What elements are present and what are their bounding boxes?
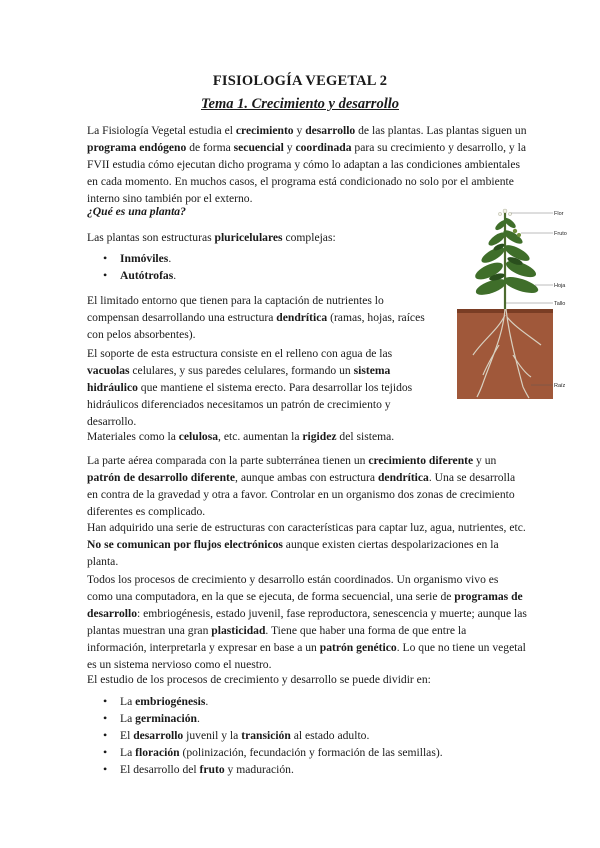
list-item: • Inmóviles. (87, 250, 176, 267)
limited-paragraph: El limitado entorno que tienen para la captación de nutrientes lo compensan desarrollando una estructura dendrítica (ramas, hojas, raíces con pelos absorbentes). (87, 294, 425, 341)
soil-block (457, 309, 553, 399)
intro-paragraph: La Fisiología Vegetal estudia el crecimiento y desarrollo de las plantas. Las plantas siguen un programa endógeno de forma secuencial y coordinada para su crecimiento y desarrollo, y la FVII estudia cómo ejecutan dicho programa y cómo lo adaptan a las condiciones ambientales en cada momento. En muchos casos, el programa está condicionado no solo por el ambiente interno sino también por el externo. (87, 124, 527, 205)
list-item: • La germinación. (87, 710, 443, 727)
label-fruto: Fruto (554, 231, 567, 237)
document-subtitle: Tema 1. Crecimiento y desarrollo (200, 96, 400, 112)
aerial-paragraph: La parte aérea comparada con la parte subterránea tienen un crecimiento diferente y un patrón de desarrollo diferente, aunque ambas con estructura dendrítica. Una se desarrolla en contra de la gravedad y otra a favor. Controlar en un organismo dos zonas de crecimiento diferentes es complicado. (87, 454, 516, 518)
support-paragraph: El soporte de esta estructura consiste en el relleno con agua de las vacuolas celulares, y sus paredes celulares, formando un sistema hidráulico que mantiene el sistema erecto. Para desarrollar los tejidos hidráulicos diferenciados necesitamos un patrón de crecimiento y desarrollo. (87, 347, 413, 428)
label-tallo: Tallo (554, 301, 566, 307)
label-flor: Flor (554, 211, 564, 217)
label-raiz: Raíz (554, 383, 566, 389)
list-item: • El desarrollo juvenil y la transición al estado adulto. (87, 727, 443, 744)
materials-paragraph: Materiales como la celulosa, etc. aumentan la rigidez del sistema. (87, 430, 395, 443)
list-item: • La embriogénesis. (87, 693, 443, 710)
stages-list (87, 693, 443, 778)
label-hoja: Hoja (554, 283, 566, 289)
plant-diagram (453, 205, 573, 405)
section-question: ¿Qué es una planta? (87, 205, 186, 218)
document-title: FISIOLOGÍA VEGETAL 2 (212, 73, 388, 89)
list-item: • El desarrollo del fruto y maduración. (87, 761, 443, 778)
study-paragraph: El estudio de los procesos de crecimiento y desarrollo se puede dividir en: (87, 673, 431, 686)
plants-are-paragraph: Las plantas son estructuras pluricelulares complejas: (87, 231, 336, 244)
list-item: • La floración (polinización, fecundación y formación de las semillas). (87, 744, 443, 761)
list-item: • Autótrofas. (87, 267, 176, 284)
coordinated-paragraph: Todos los procesos de crecimiento y desarrollo están coordinados. Un organismo vivo es como una computadora, en la que se ejecuta, de forma secuencial, una serie de programas de desarrollo: embriogénesis, estado juvenil, fase reproductora, senescencia y muerte; aunque las plantas muestran una gran plasticidad. Tiene que haber una forma de que entre la información, interpretarla y expresar en base a un patrón genético. Lo que no tiene un vegetal es un sistema nervioso como el nuestro. (87, 573, 527, 671)
traits-list (87, 250, 176, 284)
plant-foliage (473, 216, 540, 298)
acquired-paragraph: Han adquirido una serie de estructuras con características para captar luz, agua, nutrientes, etc. No se comunican por flujos electrónicos aunque existen ciertas despolarizaciones en la planta. (87, 521, 526, 568)
